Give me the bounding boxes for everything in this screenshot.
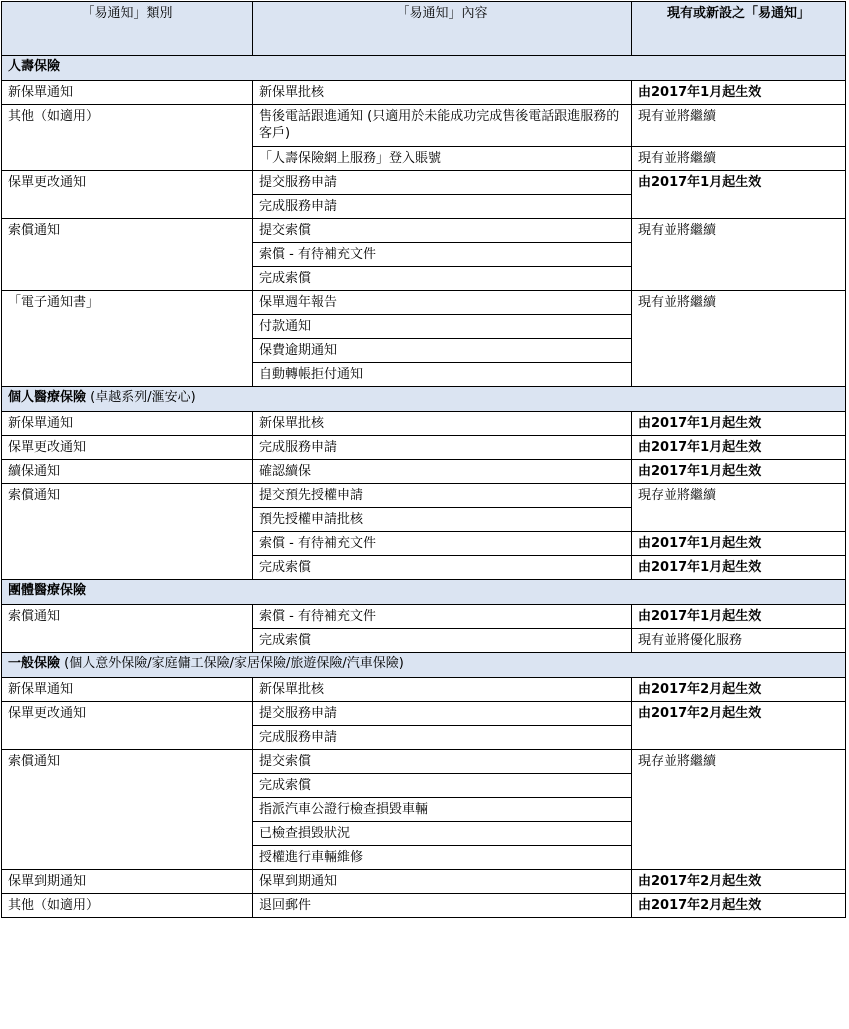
status-cell: 由2017年2月起生效 bbox=[632, 702, 846, 750]
status-cell: 現有並將繼續 bbox=[632, 147, 846, 171]
status-cell: 由2017年1月起生效 bbox=[632, 460, 846, 484]
content-cell: 提交預先授權申請 bbox=[253, 484, 632, 508]
table-row bbox=[2, 291, 846, 315]
status-cell: 現存並將繼續 bbox=[632, 750, 846, 870]
content-cell: 完成服務申請 bbox=[253, 726, 632, 750]
section-header bbox=[2, 653, 846, 678]
table-row bbox=[2, 750, 846, 774]
content-cell: 索償 - 有待補充文件 bbox=[253, 605, 632, 629]
section-subtitle: (卓越系列/滙安心) bbox=[86, 390, 196, 405]
section-row bbox=[2, 653, 846, 678]
notification-table bbox=[1, 1, 846, 918]
section-title: 人壽保險 bbox=[8, 59, 61, 74]
status-cell: 現有並將繼續 bbox=[632, 105, 846, 147]
section-row bbox=[2, 387, 846, 412]
status-cell: 由2017年1月起生效 bbox=[632, 436, 846, 460]
category-cell: 索償通知 bbox=[2, 750, 253, 870]
content-cell: 保單週年報告 bbox=[253, 291, 632, 315]
header-category: 「易通知」類別 bbox=[2, 2, 253, 56]
status-cell: 現有並將繼續 bbox=[632, 219, 846, 291]
content-cell: 提交索償 bbox=[253, 219, 632, 243]
status-cell: 由2017年1月起生效 bbox=[632, 605, 846, 629]
section-title: 個人醫療保險 bbox=[8, 390, 87, 405]
header-status: 現有或新設之「易通知」 bbox=[632, 2, 846, 56]
header-content: 「易通知」內容 bbox=[253, 2, 632, 56]
category-cell: 保單更改通知 bbox=[2, 702, 253, 750]
table-row bbox=[2, 870, 846, 894]
content-cell: 退回郵件 bbox=[253, 894, 632, 918]
category-cell: 保單更改通知 bbox=[2, 436, 253, 460]
status-cell: 現有並將繼續 bbox=[632, 291, 846, 387]
status-cell: 由2017年1月起生效 bbox=[632, 171, 846, 219]
content-cell: 完成索償 bbox=[253, 629, 632, 653]
content-cell: 提交服務申請 bbox=[253, 702, 632, 726]
content-cell: 完成服務申請 bbox=[253, 195, 632, 219]
table-row bbox=[2, 678, 846, 702]
table-row bbox=[2, 460, 846, 484]
table-row bbox=[2, 484, 846, 508]
content-cell: 索償 - 有待補充文件 bbox=[253, 532, 632, 556]
section-row bbox=[2, 580, 846, 605]
content-cell: 新保單批核 bbox=[253, 412, 632, 436]
category-cell: 新保單通知 bbox=[2, 81, 253, 105]
content-cell: 確認續保 bbox=[253, 460, 632, 484]
section-subtitle: (個人意外保險/家庭傭工保險/家居保險/旅遊保險/汽車保險) bbox=[60, 656, 404, 671]
table-body bbox=[2, 56, 846, 918]
content-cell: 已檢查損毀狀況 bbox=[253, 822, 632, 846]
section-header bbox=[2, 387, 846, 412]
content-cell: 保費逾期通知 bbox=[253, 339, 632, 363]
category-cell: 「電子通知書」 bbox=[2, 291, 253, 387]
section-header bbox=[2, 56, 846, 81]
content-cell: 授權進行車輛維修 bbox=[253, 846, 632, 870]
category-cell: 保單更改通知 bbox=[2, 171, 253, 219]
content-cell: 新保單批核 bbox=[253, 81, 632, 105]
content-cell: 完成索償 bbox=[253, 774, 632, 798]
table-row bbox=[2, 702, 846, 726]
status-cell: 由2017年1月起生效 bbox=[632, 81, 846, 105]
content-cell: 售後電話跟進通知 (只適用於未能成功完成售後電話跟進服務的客戶) bbox=[253, 105, 632, 147]
status-cell: 由2017年2月起生效 bbox=[632, 894, 846, 918]
section-title: 團體醫療保險 bbox=[8, 583, 87, 598]
category-cell: 其他（如適用） bbox=[2, 894, 253, 918]
table-row bbox=[2, 894, 846, 918]
section-title: 一般保險 bbox=[8, 656, 61, 671]
table-row bbox=[2, 171, 846, 195]
content-cell: 預先授權申請批核 bbox=[253, 508, 632, 532]
table-row bbox=[2, 81, 846, 105]
table-row bbox=[2, 219, 846, 243]
category-cell: 其他（如適用） bbox=[2, 105, 253, 171]
content-cell: 指派汽車公證行檢查損毀車輛 bbox=[253, 798, 632, 822]
content-cell: 完成索償 bbox=[253, 267, 632, 291]
content-cell: 新保單批核 bbox=[253, 678, 632, 702]
table-row bbox=[2, 436, 846, 460]
category-cell: 保單到期通知 bbox=[2, 870, 253, 894]
category-cell: 續保通知 bbox=[2, 460, 253, 484]
content-cell: 完成索償 bbox=[253, 556, 632, 580]
status-cell: 現存並將繼續 bbox=[632, 484, 846, 532]
category-cell: 新保單通知 bbox=[2, 678, 253, 702]
table-row bbox=[2, 605, 846, 629]
status-cell: 由2017年1月起生效 bbox=[632, 412, 846, 436]
status-cell: 由2017年2月起生效 bbox=[632, 870, 846, 894]
content-cell: 自動轉帳拒付通知 bbox=[253, 363, 632, 387]
category-cell: 索償通知 bbox=[2, 605, 253, 653]
category-cell: 索償通知 bbox=[2, 219, 253, 291]
content-cell: 提交服務申請 bbox=[253, 171, 632, 195]
content-cell: 「人壽保險網上服務」登入賬號 bbox=[253, 147, 632, 171]
status-cell: 由2017年1月起生效 bbox=[632, 556, 846, 580]
section-header bbox=[2, 580, 846, 605]
content-cell: 完成服務申請 bbox=[253, 436, 632, 460]
table-row bbox=[2, 105, 846, 147]
status-cell: 由2017年1月起生效 bbox=[632, 532, 846, 556]
status-cell: 現有並將優化服務 bbox=[632, 629, 846, 653]
content-cell: 付款通知 bbox=[253, 315, 632, 339]
status-cell: 由2017年2月起生效 bbox=[632, 678, 846, 702]
table-row bbox=[2, 412, 846, 436]
category-cell: 新保單通知 bbox=[2, 412, 253, 436]
content-cell: 索償 - 有待補充文件 bbox=[253, 243, 632, 267]
content-cell: 保單到期通知 bbox=[253, 870, 632, 894]
content-cell: 提交索償 bbox=[253, 750, 632, 774]
section-row bbox=[2, 56, 846, 81]
category-cell: 索償通知 bbox=[2, 484, 253, 580]
